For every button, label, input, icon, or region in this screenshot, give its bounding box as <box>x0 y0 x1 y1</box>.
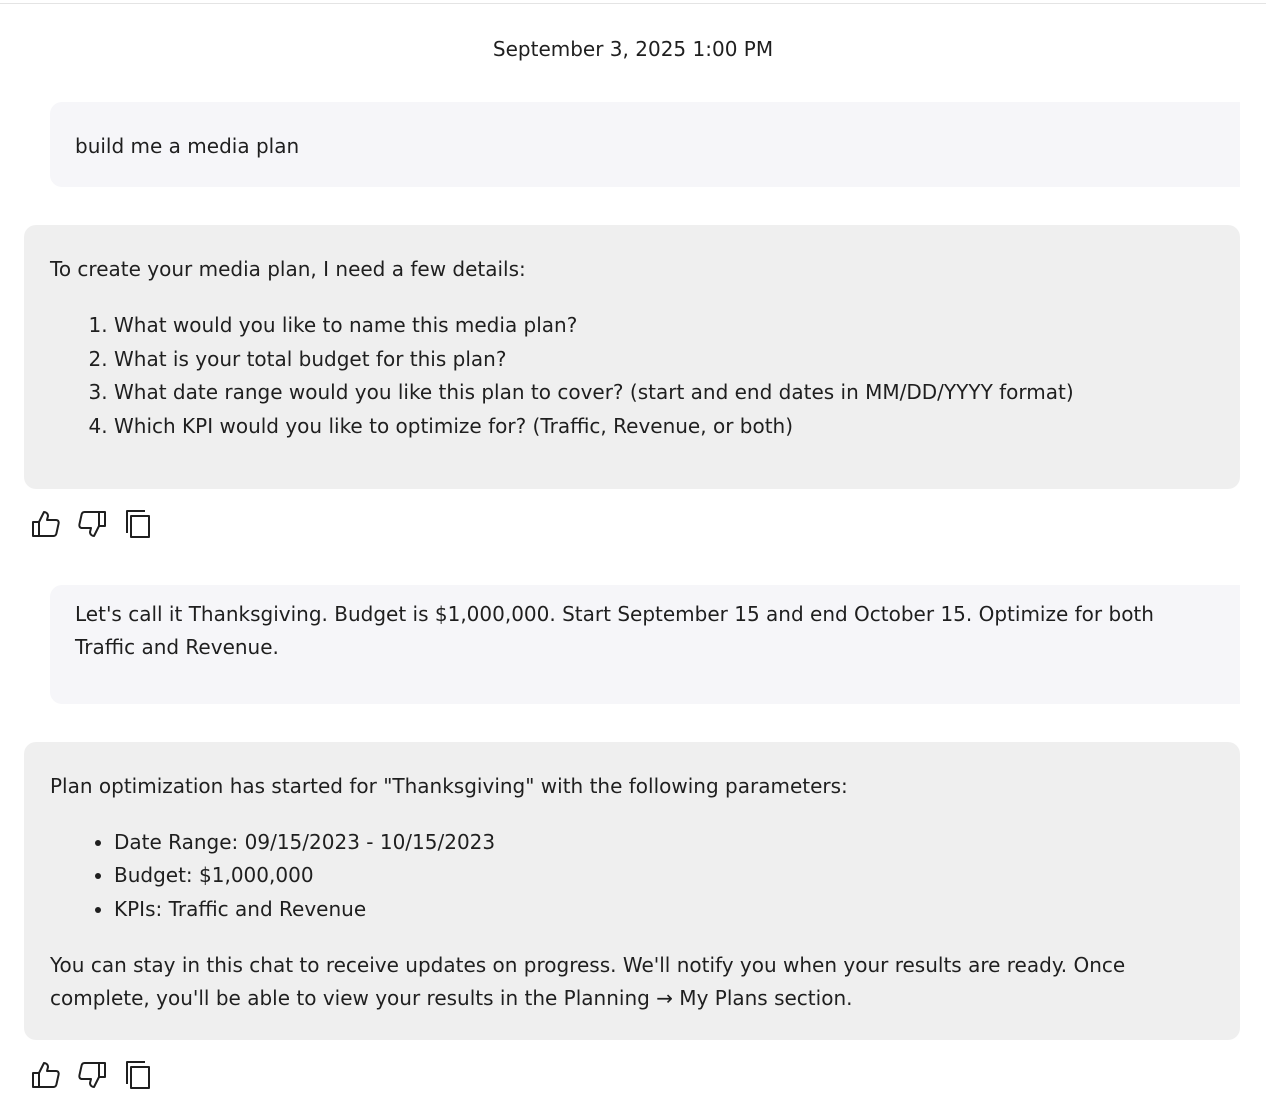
assistant-message <box>24 742 1240 1040</box>
assistant-message-outro: You can stay in this chat to receive updates on progress. We'll notify you when your results are ready. Once complete, you'll be able to view your results in the Planning → My Plans section. <box>50 953 1126 1011</box>
copy-button[interactable] <box>122 507 154 541</box>
thumbs-up-icon <box>30 1059 62 1091</box>
copy-icon <box>122 508 154 540</box>
list-item: • KPIs: Traffic and Revenue <box>114 893 1214 926</box>
assistant-message <box>24 225 1240 489</box>
message-actions <box>30 507 154 543</box>
user-message-text: build me a media plan <box>75 134 300 158</box>
thumbs-down-button[interactable] <box>76 1058 108 1092</box>
top-divider <box>0 3 1266 4</box>
thumbs-down-icon <box>76 508 108 540</box>
thumbs-up-icon <box>30 508 62 540</box>
copy-icon <box>122 1059 154 1091</box>
conversation-timestamp: September 3, 2025 1:00 PM <box>492 37 774 61</box>
list-item: 2. What is your total budget for this plan? <box>114 343 1214 377</box>
user-message <box>50 102 1240 187</box>
list-item: • Date Range: 09/15/2023 - 10/15/2023 <box>114 826 1214 859</box>
assistant-question-list <box>50 309 1214 444</box>
user-message-text: Let's call it Thanksgiving. Budget is $1,000,000. Start September 15 and end October 15. Optimize for both Traffic and Revenue. <box>75 602 1154 659</box>
assistant-message-intro: To create your media plan, I need a few details: <box>50 257 526 281</box>
thumbs-up-button[interactable] <box>30 1058 62 1092</box>
thumbs-down-icon <box>76 1059 108 1091</box>
thumbs-down-button[interactable] <box>76 507 108 541</box>
assistant-message-intro: Plan optimization has started for "Thanksgiving" with the following parameters: <box>50 774 848 798</box>
list-item: 1. What would you like to name this media plan? <box>114 309 1214 343</box>
message-actions <box>30 1058 154 1094</box>
thumbs-up-button[interactable] <box>30 507 62 541</box>
plan-parameters-list <box>50 826 1214 926</box>
list-item: 3. What date range would you like this plan to cover? (start and end dates in MM/DD/YYYY format) <box>114 376 1214 410</box>
user-message <box>50 585 1240 704</box>
list-item: 4. Which KPI would you like to optimize for? (Traffic, Revenue, or both) <box>114 410 1214 444</box>
list-item: • Budget: $1,000,000 <box>114 859 1214 892</box>
copy-button[interactable] <box>122 1058 154 1092</box>
